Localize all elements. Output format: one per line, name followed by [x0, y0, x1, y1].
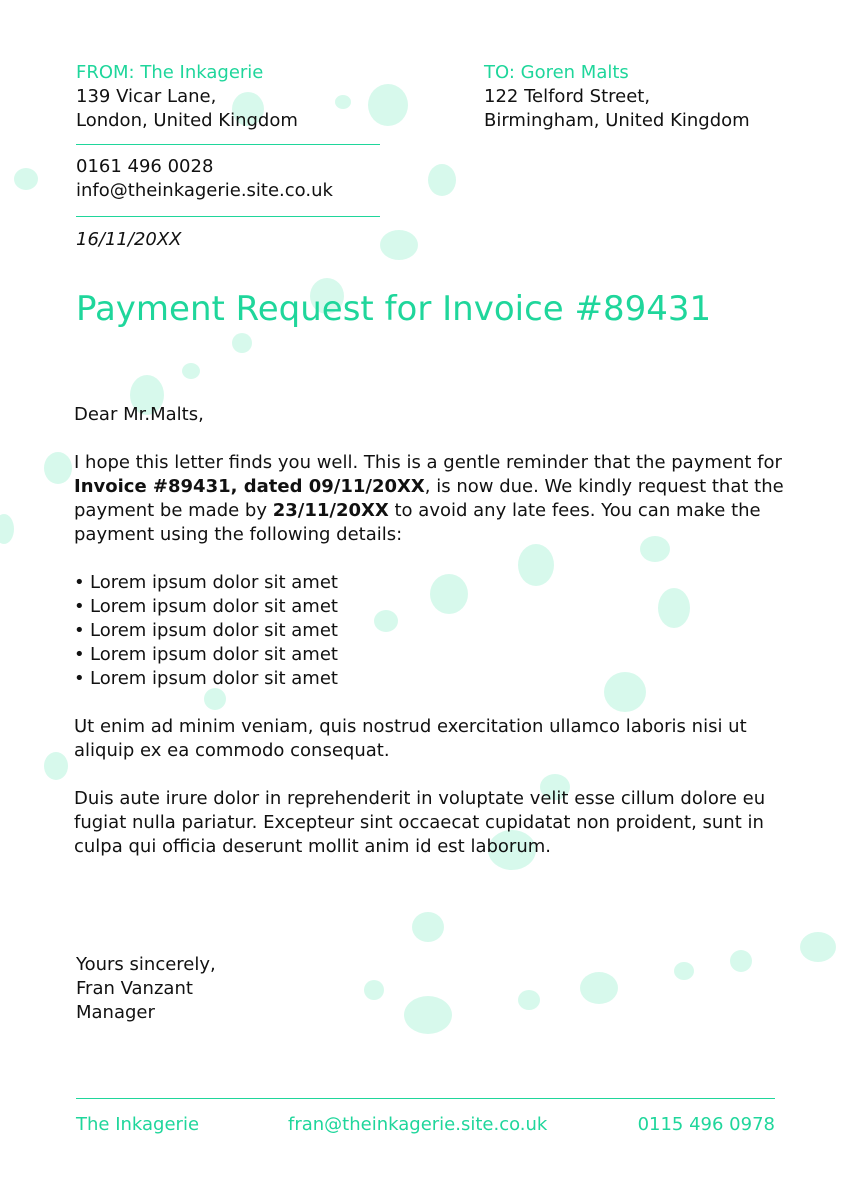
due-date: 23/11/20XX [272, 500, 389, 521]
paragraph-2: Ut enim ad minim veniam, quis nostrud exercitation ullamco laboris nisi ut aliquip ex ea commodo consequat. [74, 716, 747, 761]
salutation: Dear Mr.Malts, [74, 404, 204, 425]
recipient-block [484, 61, 804, 133]
footer-email[interactable]: fran@theinkagerie.site.co.uk [288, 1114, 548, 1135]
paragraph-text: I hope this letter finds you well. This is a gentle reminder that the payment for [74, 452, 782, 473]
closing: Yours sincerely, [76, 954, 216, 975]
payment-details-list [74, 571, 784, 691]
sender-address-line2: London, United Kingdom [76, 110, 298, 131]
sender-block [76, 61, 396, 133]
invoice-reference: Invoice #89431, dated 09/11/20XX [74, 476, 425, 497]
letter-date: 16/11/20XX [76, 229, 182, 250]
list-item: • Lorem ipsum dolor sit amet [74, 571, 784, 595]
divider-top [76, 144, 380, 145]
paragraph-text: to avoid any late fees. You can make the payment using the following details: [74, 500, 761, 545]
list-item: • Lorem ipsum dolor sit amet [74, 643, 784, 667]
footer-company: The Inkagerie [76, 1114, 200, 1135]
signature-block [76, 953, 216, 1025]
list-item: • Lorem ipsum dolor sit amet [74, 667, 784, 691]
recipient-address-line2: Birmingham, United Kingdom [484, 110, 750, 131]
signer-name: Fran Vanzant [76, 978, 193, 999]
paragraph-3: Duis aute irure dolor in reprehenderit in voluptate velit esse cillum dolore eu fugiat nulla pariatur. Excepteur sint occaecat cupidatat non proident, sunt in culpa qui officia deserunt mollit anim id est laborum. [74, 788, 766, 857]
paragraph-payment-request [74, 451, 784, 547]
list-item: • Lorem ipsum dolor sit amet [74, 619, 784, 643]
footer-phone: 0115 496 0978 [637, 1114, 775, 1135]
divider-middle [76, 216, 380, 217]
divider-footer [76, 1098, 775, 1099]
sender-address-line1: 139 Vicar Lane, [76, 86, 217, 107]
paragraph-text: , is now due. We kindly request that the payment be made by [74, 476, 784, 521]
footer [76, 1113, 775, 1137]
recipient-address-line1: 122 Telford Street, [484, 86, 651, 107]
sender-phone: 0161 496 0028 [76, 156, 214, 177]
signer-role: Manager [76, 1002, 155, 1023]
list-item: • Lorem ipsum dolor sit amet [74, 595, 784, 619]
sender-contact [76, 155, 333, 203]
recipient-label: TO: Goren Malts [484, 62, 629, 83]
sender-label: FROM: The Inkagerie [76, 62, 264, 83]
letter-body [74, 403, 784, 883]
sender-email: info@theinkagerie.site.co.uk [76, 180, 333, 201]
page-title: Payment Request for Invoice #89431 [76, 289, 712, 329]
